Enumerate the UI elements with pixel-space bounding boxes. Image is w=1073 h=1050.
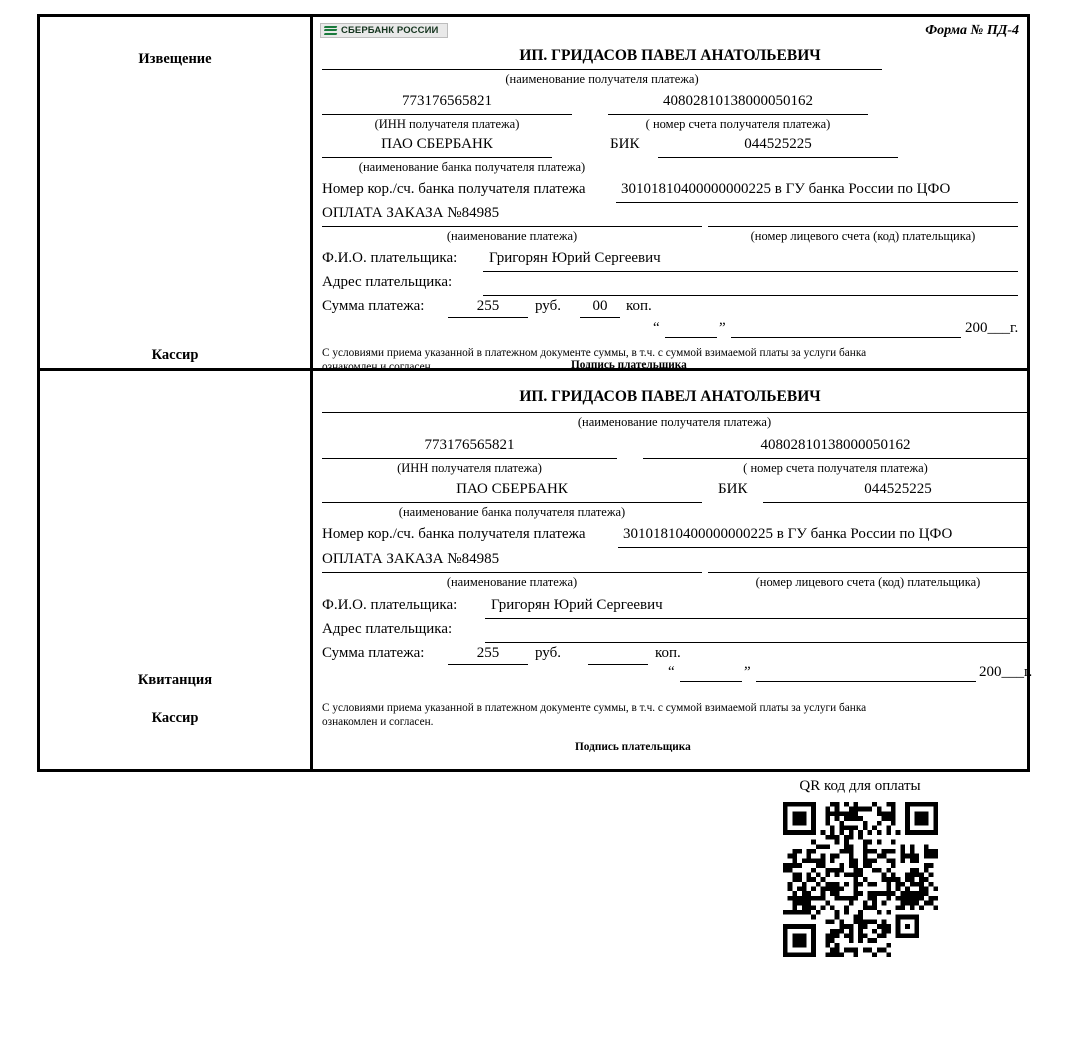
bank-name-bottom: ПАО СБЕРБАНК: [456, 480, 568, 497]
sberbank-logo: [320, 23, 448, 38]
date-year-top: 200___г.: [965, 320, 1019, 336]
payer-address-label-top: Адрес плательщика:: [322, 274, 453, 290]
payer-fio-value-top: Григорян Юрий Сергеевич: [489, 250, 661, 266]
account-value-top: 40802810138000050162: [663, 93, 813, 109]
date-quote-open-bottom: “: [668, 663, 675, 680]
form-number: Форма № ПД-4: [925, 23, 1019, 38]
inn-value-bottom: 773176565821: [424, 436, 515, 453]
receipt-form: [37, 14, 1033, 772]
sberbank-mark-icon: [323, 24, 339, 37]
date-year-bottom: 200___г.: [979, 663, 1033, 680]
date-day-underline-bottom: [680, 681, 742, 682]
payer-fio-label-bottom: Ф.И.О. плательщика:: [322, 596, 458, 613]
bik-underline-top: [658, 157, 898, 158]
bik-underline-bottom: [763, 502, 1028, 503]
label-kassir-top: Кассир: [151, 347, 199, 363]
bik-value-bottom: 044525225: [864, 480, 932, 497]
signature-label-bottom: Подпись плательщика: [575, 740, 691, 753]
kop-label-top: коп.: [626, 298, 652, 314]
inn-underline-bottom: [322, 458, 617, 459]
terms-line1-top: С условиями приема указанной в платежном документе суммы, в т.ч. с суммой взимаемой платы за услуги банка: [322, 347, 867, 359]
payment-name-caption-top: (наименование платежа): [446, 229, 578, 243]
signature-label-top: Подпись плательщика: [571, 359, 687, 371]
payer-fio-label-top: Ф.И.О. плательщика:: [322, 250, 458, 266]
qr-code-image: [783, 802, 938, 957]
recipient-name-top: ИП. ГРИДАСОВ ПАВЕЛ АНАТОЛЬЕВИЧ: [519, 47, 821, 64]
top-left-column: [40, 17, 313, 368]
payer-address-underline-bottom: [485, 642, 1028, 643]
receipt-bottom-half: [40, 371, 1033, 769]
korschet-label-top: Номер кор./сч. банка получателя платежа: [322, 181, 586, 197]
purpose-value-bottom: ОПЛАТА ЗАКАЗА №84985: [322, 550, 500, 567]
korschet-label-bottom: Номер кор./сч. банка получателя платежа: [322, 525, 586, 542]
payer-fio-underline-top: [483, 271, 1018, 272]
label-izveshchenie: Извещение: [138, 51, 212, 67]
korschet-value-top: 30101810400000000225 в ГУ банка России по ЦФО: [621, 181, 951, 197]
bank-caption-bottom: (наименование банка получателя платежа): [398, 504, 626, 519]
personal-account-underline-bottom: [708, 572, 1028, 573]
payer-fio-value-bottom: Григорян Юрий Сергеевич: [491, 596, 663, 613]
recipient-name-underline-bottom: [322, 412, 1027, 413]
korschet-value-bottom: 30101810400000000225 в ГУ банка России по ЦФО: [623, 525, 953, 542]
amount-rub-value-bottom: 255: [476, 644, 500, 661]
account-underline-bottom: [643, 458, 1028, 459]
amount-rub-underline-top: [448, 317, 528, 318]
account-value-bottom: 40802810138000050162: [760, 436, 911, 453]
date-quote-close-top: ”: [719, 320, 726, 336]
inn-caption-bottom: (ИНН получателя платежа): [397, 460, 542, 475]
personal-account-underline-top: [708, 226, 1018, 227]
amount-kop-underline-top: [580, 317, 620, 318]
purpose-value-top: ОПЛАТА ЗАКАЗА №84985: [322, 205, 500, 221]
bottom-right-column: [313, 371, 1033, 769]
korschet-underline-top: [616, 202, 1018, 203]
bik-label-top: БИК: [610, 136, 640, 152]
qr-section: [770, 778, 950, 962]
korschet-underline-bottom: [618, 547, 1028, 548]
recipient-caption-bottom: (наименование получателя платежа): [577, 414, 772, 429]
sberbank-logo-text: СБЕРБАНК РОССИИ: [341, 25, 439, 36]
terms-line2-top: ознакомлен и согласен.: [322, 361, 434, 373]
account-caption-bottom: ( номер счета получателя платежа): [743, 460, 928, 475]
qr-title: QR код для оплаты: [799, 778, 921, 794]
rub-label-bottom: руб.: [535, 644, 561, 661]
purpose-underline-top: [322, 226, 702, 227]
inn-underline-top: [322, 114, 572, 115]
personal-account-caption-top: (номер лицевого счета (код) плательщика): [750, 229, 976, 243]
amount-rub-underline-bottom: [448, 664, 528, 665]
label-kassir-bottom: Кассир: [151, 709, 199, 726]
terms-line2-bottom: ознакомлен и согласен.: [322, 715, 434, 728]
account-caption-top: ( номер счета получателя платежа): [645, 117, 831, 131]
amount-rub-value-top: 255: [476, 298, 500, 314]
bik-label-bottom: БИК: [718, 480, 748, 497]
bottom-left-column: [40, 371, 313, 769]
date-quote-open-top: “: [653, 320, 660, 336]
bank-caption-top: (наименование банка получателя платежа): [358, 160, 586, 174]
bank-name-top: ПАО СБЕРБАНК: [381, 136, 493, 152]
amount-kop-underline-bottom: [588, 664, 648, 665]
recipient-name-bottom: ИП. ГРИДАСОВ ПАВЕЛ АНАТОЛЬЕВИЧ: [519, 387, 821, 405]
inn-caption-top: (ИНН получателя платежа): [374, 117, 520, 131]
payer-address-underline-top: [483, 295, 1018, 296]
date-quote-close-bottom: ”: [744, 663, 751, 680]
terms-line1-bottom: С условиями приема указанной в платежном документе суммы, в т.ч. с суммой взимаемой платы за услуги банка: [322, 701, 867, 714]
bank-name-underline-top: [322, 157, 552, 158]
date-day-underline-top: [665, 337, 717, 338]
recipient-caption-top: (наименование получателя платежа): [505, 72, 699, 86]
payment-name-caption-bottom: (наименование платежа): [446, 574, 578, 589]
bank-name-underline-bottom: [322, 502, 702, 503]
kop-label-bottom: коп.: [655, 644, 681, 661]
bik-value-top: 044525225: [744, 136, 812, 152]
payer-fio-underline-bottom: [485, 618, 1028, 619]
inn-value-top: 773176565821: [402, 93, 492, 109]
amount-label-bottom: Сумма платежа:: [322, 644, 425, 661]
amount-kop-value-top: 00: [592, 298, 608, 314]
purpose-underline-bottom: [322, 572, 702, 573]
payer-address-label-bottom: Адрес плательщика:: [322, 620, 453, 637]
amount-label-top: Сумма платежа:: [322, 298, 425, 314]
recipient-name-underline-top: [322, 69, 882, 70]
date-month-underline-top: [731, 337, 961, 338]
rub-label-top: руб.: [535, 298, 561, 314]
personal-account-caption-bottom: (номер лицевого счета (код) плательщика): [755, 574, 981, 589]
account-underline-top: [608, 114, 868, 115]
date-month-underline-bottom: [756, 681, 976, 682]
label-kvitanciya: Квитанция: [137, 671, 213, 688]
top-right-column: [313, 17, 1027, 373]
receipt-top-half: [40, 17, 1027, 371]
